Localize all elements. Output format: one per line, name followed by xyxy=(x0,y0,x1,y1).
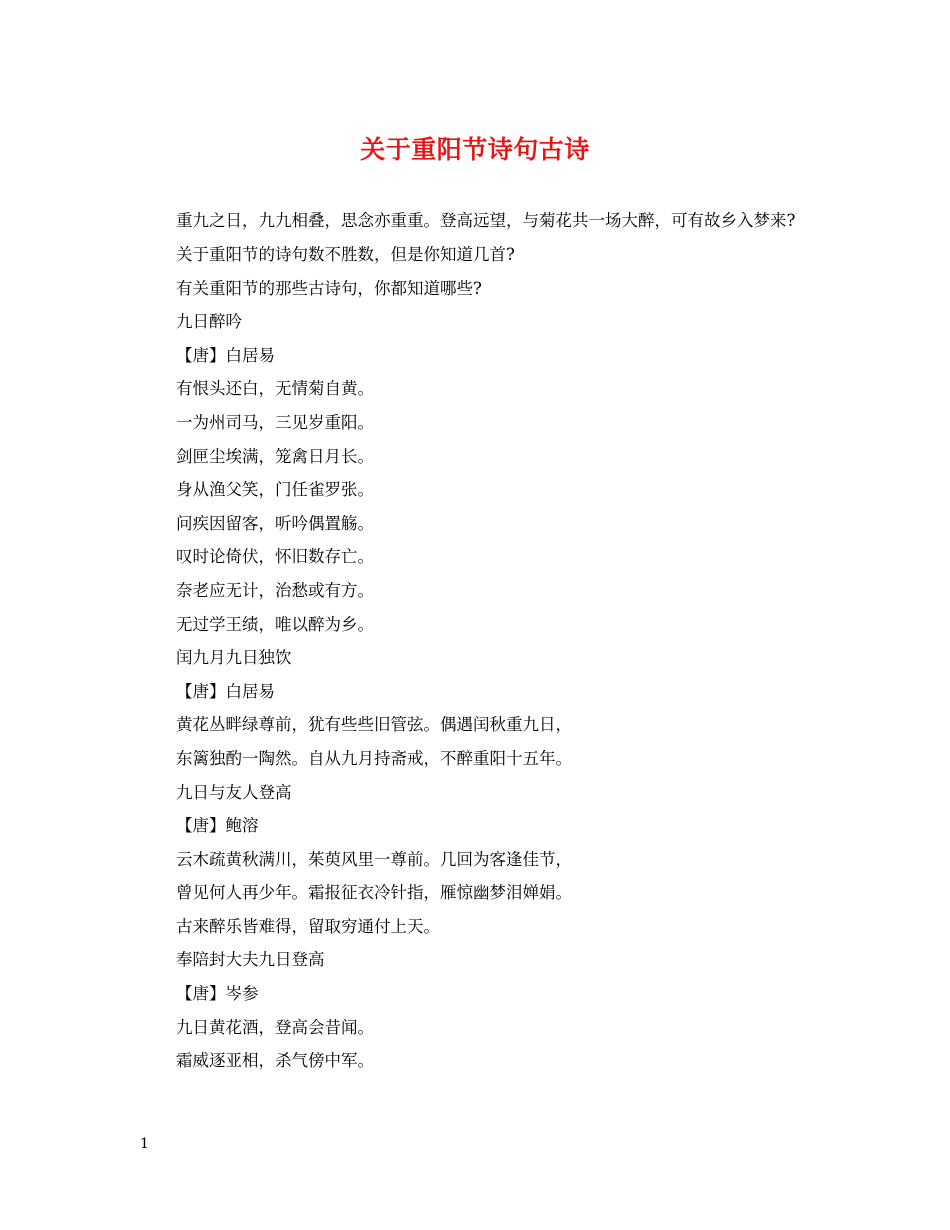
text-line: 剑匣尘埃满，笼禽日月长。 xyxy=(176,446,374,466)
text-line: 九日黄花酒，登高会昔闻。 xyxy=(176,1017,374,1037)
document-title: 关于重阳节诗句古诗 xyxy=(360,135,590,164)
text-line: 九日醉吟 xyxy=(176,312,242,332)
text-line: 霜威逐亚相，杀气傍中军。 xyxy=(176,1051,374,1071)
text-line: 古来醉乐皆难得，留取穷通付上天。 xyxy=(176,916,440,936)
intro-paragraph: 重九之日，九九相叠，思念亦重重。登高远望，与菊花共一场大醉，可有故乡入梦来? xyxy=(176,211,796,230)
text-line: 闰九月九日独饮 xyxy=(176,648,292,668)
text-line: 有恨头还白，无情菊自黄。 xyxy=(176,379,374,399)
text-line: 无过学王绩，唯以醉为乡。 xyxy=(176,614,374,634)
text-line: 有关重阳节的那些古诗句，你都知道哪些? xyxy=(176,278,482,298)
text-line: 九日与友人登高 xyxy=(176,782,292,802)
text-line: 曾见何人再少年。霜报征衣冷针指，雁惊幽梦泪婵娟。 xyxy=(176,883,572,903)
text-line: 黄花丛畔绿尊前，犹有些些旧管弦。偶遇闰秋重九日， xyxy=(176,715,572,735)
page-number: 1 xyxy=(140,1136,149,1152)
poem-lines xyxy=(140,238,820,1078)
text-line: 关于重阳节的诗句数不胜数，但是你知道几首? xyxy=(176,245,515,264)
text-line: 奈老应无计，治愁或有方。 xyxy=(176,580,374,600)
text-line: 【唐】白居易 xyxy=(176,681,275,701)
text-line: 【唐】岑参 xyxy=(176,984,259,1004)
document-body xyxy=(140,204,820,1078)
text-line: 奉陪封大夫九日登高 xyxy=(176,950,325,970)
text-line: 【唐】白居易 xyxy=(176,345,275,365)
text-line: 云木疏黄秋满川，茱萸风里一尊前。几回为客逢佳节， xyxy=(176,849,572,869)
text-line: 身从渔父笑，门任雀罗张。 xyxy=(176,480,374,500)
text-line: 问疾因留客，听吟偶置觞。 xyxy=(176,513,374,533)
text-line: 叹时论倚伏，怀旧数存亡。 xyxy=(176,547,374,567)
text-line: 东篱独酌一陶然。自从九月持斋戒，不醉重阳十五年。 xyxy=(176,748,572,768)
text-line: 【唐】鲍溶 xyxy=(176,816,259,836)
text-line: 一为州司马，三见岁重阳。 xyxy=(176,412,374,432)
